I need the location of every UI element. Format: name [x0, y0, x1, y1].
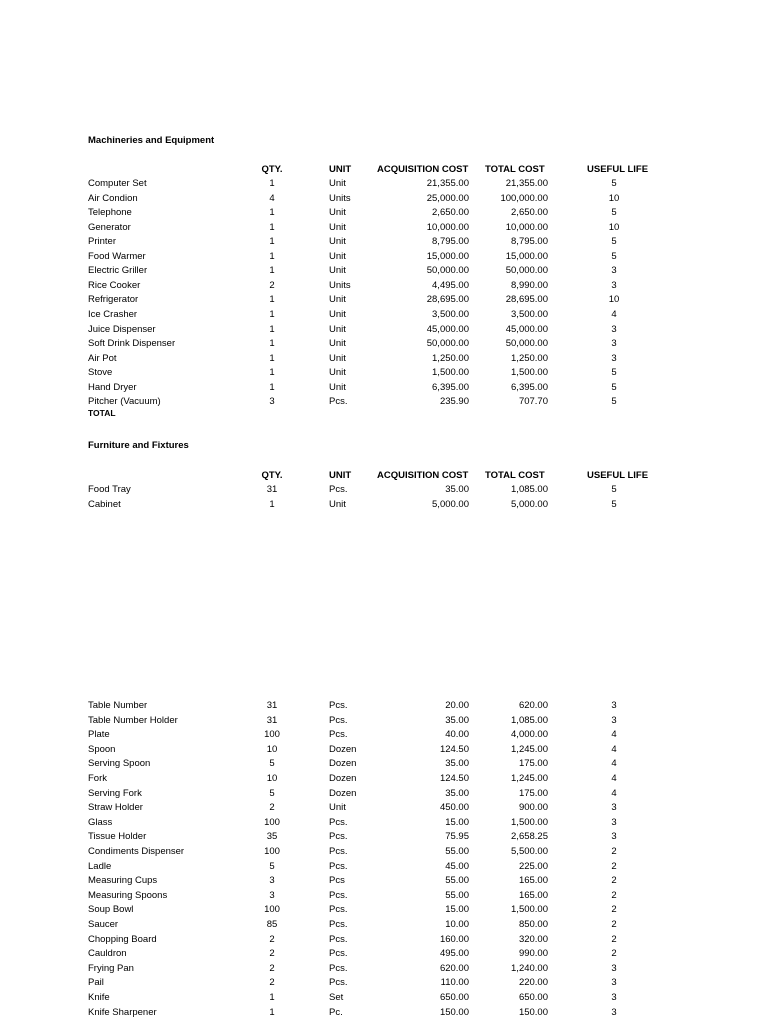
item-total-cost: 21,355.00: [505, 178, 548, 189]
item-unit: Pcs.: [329, 860, 348, 872]
item-name: Pitcher (Vacuum): [88, 396, 161, 408]
item-unit: Pcs.: [329, 904, 348, 916]
item-qty: 3: [269, 875, 275, 887]
item-acquisition-cost: 20.00: [445, 700, 469, 711]
item-unit: Unit: [329, 250, 346, 262]
item-unit: Pcs.: [329, 700, 348, 711]
item-total-cost: 45,000.00: [505, 323, 548, 335]
item-total-cost: 5,000.00: [511, 498, 548, 510]
item-acquisition-cost: 35.00: [445, 714, 469, 726]
item-qty: 3: [269, 396, 275, 408]
item-name: Ladle: [88, 860, 112, 872]
item-useful-life: 4: [611, 729, 617, 741]
item-useful-life: 5: [611, 250, 617, 262]
item-unit: Pcs.: [329, 846, 348, 857]
header-unit: UNIT: [329, 470, 352, 481]
item-unit: Dozen: [329, 758, 357, 770]
section-title-machineries: Machineries and Equipment: [88, 135, 215, 146]
item-useful-life: 4: [611, 743, 617, 755]
item-total-cost: 850.00: [518, 919, 548, 930]
item-total-cost: 1,085.00: [511, 484, 548, 495]
item-name: Food Warmer: [88, 250, 146, 262]
item-total-cost: 150.00: [518, 1006, 548, 1018]
item-unit: Unit: [329, 498, 346, 510]
item-name: Fork: [88, 773, 107, 784]
item-total-cost: 100,000.00: [500, 192, 548, 204]
item-name: Stove: [88, 367, 113, 379]
item-acquisition-cost: 28,695.00: [426, 294, 469, 306]
item-acquisition-cost: 35.00: [445, 484, 469, 495]
item-useful-life: 5: [611, 207, 617, 219]
item-unit: Dozen: [329, 787, 357, 799]
item-useful-life: 3: [611, 352, 617, 364]
item-unit: Pcs.: [329, 831, 348, 843]
item-useful-life: 5: [611, 484, 617, 495]
section-title-furniture: Furniture and Fixtures: [88, 440, 189, 451]
item-total-cost: 1,500.00: [511, 367, 548, 379]
item-useful-life: 5: [611, 381, 617, 393]
item-total-cost: 1,240.00: [511, 962, 548, 974]
header-unit: UNIT: [329, 164, 352, 175]
item-acquisition-cost: 25,000.00: [426, 192, 469, 204]
item-acquisition-cost: 6,395.00: [432, 381, 469, 393]
item-acquisition-cost: 3,500.00: [432, 308, 469, 320]
header-useful-life: USEFUL LIFE: [587, 470, 649, 481]
item-qty: 5: [269, 787, 275, 799]
item-useful-life: 3: [611, 700, 617, 711]
item-total-cost: 1,500.00: [511, 904, 548, 916]
item-total-cost: 2,658.25: [511, 831, 548, 843]
item-qty: 1: [269, 294, 275, 306]
item-name: Generator: [88, 221, 131, 233]
item-total-cost: 15,000.00: [505, 250, 548, 262]
item-acquisition-cost: 1,500.00: [432, 367, 469, 379]
header-total-cost: TOTAL COST: [485, 470, 545, 481]
item-acquisition-cost: 8,795.00: [432, 236, 469, 248]
item-acquisition-cost: 10.00: [445, 919, 469, 930]
item-unit: Unit: [329, 323, 346, 335]
item-total-cost: 1,245.00: [511, 773, 548, 784]
item-unit: Pcs.: [329, 396, 348, 408]
item-total-cost: 900.00: [518, 802, 548, 814]
item-useful-life: 3: [611, 977, 617, 989]
item-useful-life: 3: [611, 802, 617, 814]
item-name: Ice Crasher: [88, 308, 138, 320]
item-name: Glass: [88, 816, 113, 828]
item-name: Food Tray: [88, 484, 131, 495]
item-name: Cauldron: [88, 948, 127, 960]
item-acquisition-cost: 45,000.00: [426, 323, 469, 335]
item-qty: 1: [269, 265, 275, 277]
item-useful-life: 3: [611, 992, 617, 1003]
item-acquisition-cost: 75.95: [445, 831, 469, 843]
header-total-cost: TOTAL COST: [485, 164, 545, 175]
item-acquisition-cost: 15.00: [445, 816, 469, 828]
item-qty: 1: [269, 236, 275, 248]
item-unit: Units: [329, 279, 351, 291]
item-acquisition-cost: 495.00: [439, 948, 469, 960]
item-name: Air Condion: [88, 192, 138, 204]
item-unit: Pcs.: [329, 729, 348, 741]
item-name: Table Number: [88, 700, 148, 711]
item-qty: 1: [269, 381, 275, 393]
item-useful-life: 10: [608, 192, 620, 204]
item-total-cost: 50,000.00: [505, 338, 548, 350]
item-unit: Unit: [329, 308, 346, 320]
item-acquisition-cost: 15,000.00: [426, 250, 469, 262]
item-qty: 10: [266, 773, 278, 784]
item-total-cost: 620.00: [518, 700, 548, 711]
item-name: Juice Dispenser: [88, 323, 156, 335]
item-acquisition-cost: 2,650.00: [432, 207, 469, 219]
item-name: Refrigerator: [88, 294, 139, 306]
item-unit: Pcs.: [329, 484, 348, 495]
item-total-cost: 10,000.00: [505, 221, 548, 233]
item-total-cost: 225.00: [518, 860, 548, 872]
item-qty: 1: [269, 1006, 275, 1018]
item-useful-life: 2: [611, 933, 617, 945]
item-acquisition-cost: 235.90: [439, 396, 469, 408]
item-useful-life: 10: [608, 221, 620, 233]
item-total-cost: 707.70: [518, 396, 548, 408]
item-acquisition-cost: 35.00: [445, 758, 469, 770]
item-name: Hand Dryer: [88, 381, 137, 393]
item-total-cost: 2,650.00: [511, 207, 548, 219]
item-name: Plate: [88, 729, 110, 741]
item-total-cost: 1,250.00: [511, 352, 548, 364]
item-acquisition-cost: 10,000.00: [426, 221, 469, 233]
item-useful-life: 2: [611, 948, 617, 960]
item-useful-life: 2: [611, 904, 617, 916]
item-useful-life: 4: [611, 773, 617, 784]
item-total-cost: 165.00: [518, 875, 548, 887]
item-name: Chopping Board: [88, 933, 157, 945]
item-useful-life: 4: [611, 787, 617, 799]
item-name: Spoon: [88, 743, 116, 755]
item-useful-life: 3: [611, 816, 617, 828]
item-acquisition-cost: 110.00: [440, 977, 469, 989]
item-qty: 1: [269, 207, 275, 219]
item-acquisition-cost: 21,355.00: [426, 178, 469, 189]
item-qty: 1: [269, 352, 275, 364]
item-acquisition-cost: 55.00: [445, 846, 469, 857]
item-unit: Unit: [329, 236, 346, 248]
item-acquisition-cost: 15.00: [445, 904, 469, 916]
item-qty: 1: [269, 178, 275, 189]
item-name: Computer Set: [88, 178, 147, 189]
item-useful-life: 3: [611, 265, 617, 277]
item-qty: 5: [269, 758, 275, 770]
item-qty: 4: [269, 192, 275, 204]
item-unit: Unit: [329, 381, 346, 393]
item-acquisition-cost: 45.00: [445, 860, 469, 872]
item-total-cost: 1,500.00: [511, 816, 548, 828]
item-name: Serving Fork: [88, 787, 142, 799]
item-unit: Set: [329, 992, 344, 1003]
item-unit: Unit: [329, 352, 346, 364]
item-qty: 1: [269, 992, 275, 1003]
item-total-cost: 320.00: [518, 933, 548, 945]
item-name: Measuring Spoons: [88, 889, 168, 901]
item-qty: 1: [269, 498, 275, 510]
item-qty: 10: [266, 743, 278, 755]
item-unit: Pcs.: [329, 714, 348, 726]
item-unit: Dozen: [329, 773, 357, 784]
item-name: Serving Spoon: [88, 758, 151, 770]
item-name: Soup Bowl: [88, 904, 134, 916]
item-name: Knife: [88, 992, 110, 1003]
item-acquisition-cost: 124.50: [439, 743, 469, 755]
item-useful-life: 2: [611, 846, 617, 857]
item-qty: 100: [264, 816, 280, 828]
item-acquisition-cost: 50,000.00: [426, 265, 469, 277]
item-total-cost: 1,245.00: [511, 743, 548, 755]
item-unit: Unit: [329, 338, 346, 350]
item-qty: 1: [269, 308, 275, 320]
header-acquisition-cost: ACQUISITION COST: [377, 164, 469, 175]
header-qty: QTY.: [261, 164, 283, 175]
item-unit: Unit: [329, 265, 346, 277]
header-acquisition-cost: ACQUISITION COST: [377, 470, 469, 481]
item-total-cost: 50,000.00: [505, 265, 548, 277]
item-qty: 1: [269, 221, 275, 233]
item-useful-life: 3: [611, 1006, 617, 1018]
item-unit: Pcs: [329, 875, 345, 887]
item-total-cost: 175.00: [518, 787, 548, 799]
item-acquisition-cost: 4,495.00: [432, 279, 469, 291]
item-unit: Pcs.: [329, 933, 348, 945]
item-name: Pail: [88, 977, 104, 989]
item-acquisition-cost: 5,000.00: [432, 498, 469, 510]
item-unit: Unit: [329, 802, 346, 814]
item-name: Air Pot: [88, 352, 117, 364]
item-useful-life: 5: [611, 236, 617, 248]
item-useful-life: 5: [611, 178, 617, 189]
item-qty: 2: [269, 933, 275, 945]
item-unit: Unit: [329, 367, 346, 379]
item-acquisition-cost: 40.00: [445, 729, 469, 741]
item-acquisition-cost: 450.00: [439, 802, 469, 814]
item-acquisition-cost: 35.00: [445, 787, 469, 799]
item-unit: Unit: [329, 221, 346, 233]
item-total-cost: 28,695.00: [505, 294, 548, 306]
item-acquisition-cost: 124.50: [439, 773, 469, 784]
item-qty: 100: [264, 729, 280, 741]
item-name: Saucer: [88, 919, 119, 930]
item-name: Rice Cooker: [88, 279, 141, 291]
header-qty: QTY.: [261, 470, 283, 481]
item-useful-life: 3: [611, 338, 617, 350]
item-useful-life: 2: [611, 860, 617, 872]
item-unit: Pcs.: [329, 948, 348, 960]
item-useful-life: 2: [611, 875, 617, 887]
item-qty: 2: [269, 962, 275, 974]
item-useful-life: 3: [611, 279, 617, 291]
item-unit: Pcs.: [329, 816, 348, 828]
item-qty: 2: [269, 977, 275, 989]
item-unit: Unit: [329, 207, 346, 219]
item-qty: 2: [269, 802, 275, 814]
item-acquisition-cost: 1,250.00: [432, 352, 469, 364]
item-acquisition-cost: 55.00: [445, 875, 469, 887]
item-name: Soft Drink Dispenser: [88, 338, 176, 350]
item-useful-life: 3: [611, 831, 617, 843]
item-unit: Pcs.: [329, 919, 348, 930]
item-qty: 2: [269, 948, 275, 960]
item-unit: Pcs.: [329, 962, 348, 974]
item-name: Electric Griller: [88, 265, 148, 277]
item-total-cost: 220.00: [518, 977, 548, 989]
total-label: TOTAL: [88, 408, 116, 418]
item-acquisition-cost: 160.00: [439, 933, 469, 945]
item-useful-life: 2: [611, 919, 617, 930]
item-qty: 1: [269, 367, 275, 379]
item-qty: 31: [266, 714, 278, 726]
item-unit: Dozen: [329, 743, 357, 755]
item-qty: 2: [269, 279, 275, 291]
item-qty: 5: [269, 860, 275, 872]
item-useful-life: 5: [611, 498, 617, 510]
item-total-cost: 165.00: [518, 889, 548, 901]
item-unit: Pcs.: [329, 977, 348, 989]
item-useful-life: 4: [611, 308, 617, 320]
item-useful-life: 5: [611, 396, 617, 408]
item-acquisition-cost: 650.00: [439, 992, 469, 1003]
item-name: Cabinet: [88, 498, 121, 510]
header-useful-life: USEFUL LIFE: [587, 164, 649, 175]
item-useful-life: 3: [611, 323, 617, 335]
item-acquisition-cost: 150.00: [439, 1006, 469, 1018]
item-useful-life: 4: [611, 758, 617, 770]
item-name: Knife Sharpener: [88, 1006, 157, 1018]
item-unit: Pc.: [329, 1006, 343, 1018]
item-name: Frying Pan: [88, 962, 134, 974]
item-total-cost: 990.00: [518, 948, 548, 960]
item-qty: 1: [269, 250, 275, 262]
item-total-cost: 1,085.00: [511, 714, 548, 726]
item-name: Printer: [88, 236, 116, 248]
item-unit: Unit: [329, 294, 346, 306]
item-qty: 1: [269, 323, 275, 335]
item-qty: 3: [269, 889, 275, 901]
item-total-cost: 650.00: [518, 992, 548, 1003]
item-name: Measuring Cups: [88, 875, 158, 887]
item-total-cost: 8,990.00: [511, 279, 548, 291]
item-name: Straw Holder: [88, 802, 143, 814]
item-acquisition-cost: 50,000.00: [426, 338, 469, 350]
item-unit: Pcs.: [329, 889, 348, 901]
item-useful-life: 5: [611, 367, 617, 379]
item-qty: 31: [266, 700, 278, 711]
item-qty: 35: [266, 831, 278, 843]
item-useful-life: 3: [611, 962, 617, 974]
item-total-cost: 6,395.00: [511, 381, 548, 393]
item-useful-life: 3: [611, 714, 617, 726]
item-acquisition-cost: 620.00: [439, 962, 469, 974]
item-qty: 100: [264, 846, 280, 857]
item-qty: 85: [266, 919, 278, 930]
item-name: Telephone: [88, 207, 132, 219]
item-useful-life: 10: [608, 294, 620, 306]
item-acquisition-cost: 55.00: [445, 889, 469, 901]
item-total-cost: 175.00: [518, 758, 548, 770]
item-total-cost: 3,500.00: [511, 308, 548, 320]
item-useful-life: 2: [611, 889, 617, 901]
item-name: Condiments Dispenser: [88, 846, 185, 857]
item-unit: Units: [329, 192, 351, 204]
item-qty: 100: [264, 904, 280, 916]
item-name: Table Number Holder: [88, 714, 178, 726]
item-total-cost: 8,795.00: [511, 236, 548, 248]
item-total-cost: 5,500.00: [511, 846, 548, 857]
item-name: Tissue Holder: [88, 831, 147, 843]
item-qty: 1: [269, 338, 275, 350]
item-total-cost: 4,000.00: [511, 729, 548, 741]
item-unit: Unit: [329, 178, 346, 189]
item-qty: 31: [266, 484, 278, 495]
